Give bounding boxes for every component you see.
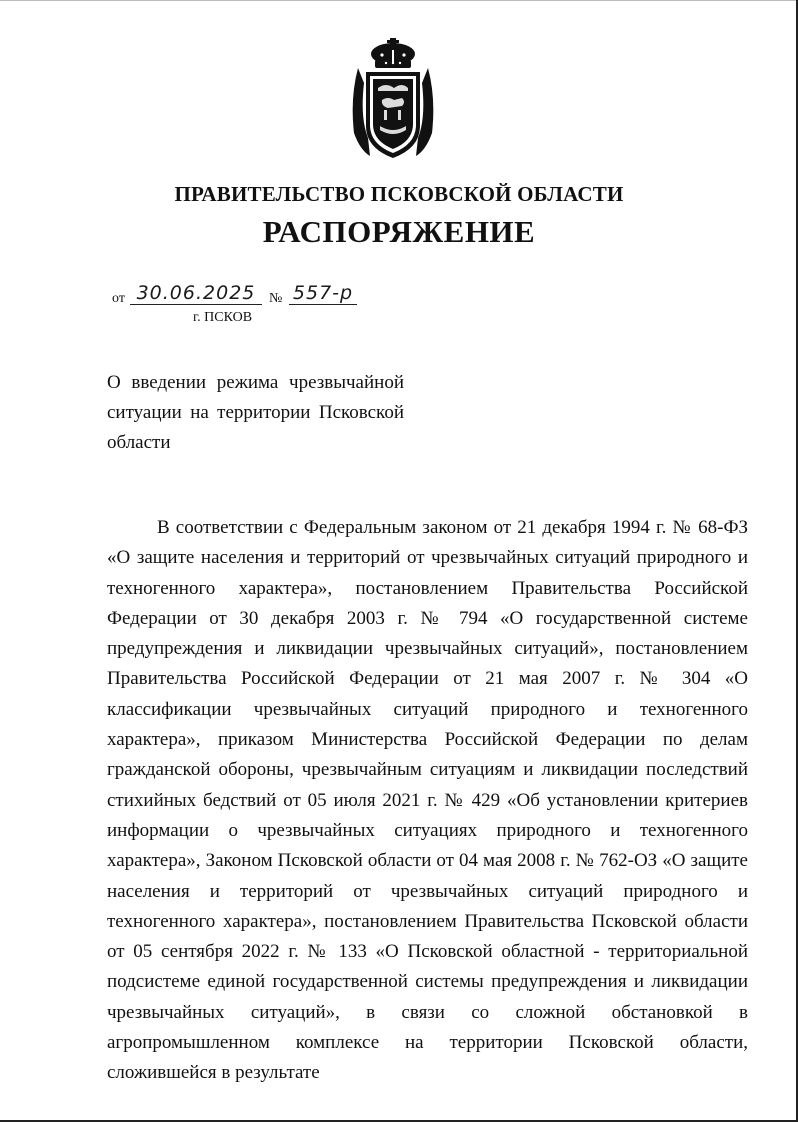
registration-line bbox=[112, 282, 412, 310]
handwritten-number: 557-р bbox=[289, 282, 357, 305]
city-label: г. ПСКОВ bbox=[193, 310, 253, 325]
pskov-coat-of-arms-emblem bbox=[348, 38, 438, 163]
document-subject: О введении режима чрезвычайной ситуации на территории Псковской области bbox=[107, 372, 404, 453]
date-prefix: от bbox=[112, 291, 125, 306]
number-prefix: № bbox=[269, 291, 283, 306]
body-paragraph: В соответствии с Федеральным законом от 21 декабря 1994 г. № 68-ФЗ «О защите населения и территорий от чрезвычайных ситуаций природного и техногенного характера», постановлением Правительства Российской Федерации от 30 декабря 2003 г. № 794 «О государственной системе предупреждения и ликвидации чрезвычайных ситуаций», постановлением Правительства Российской Федерации от 21 мая 2007 г. № 304 «О классификации чрезвычайных ситуаций природного и техногенного характера», приказом Министерства Российской Федерации по делам гражданской обороны, чрезвычайным ситуациям и ликвидации последствий стихийных бедствий от 05 июля 2021 г. № 429 «Об установлении критериев информации о чрезвычайных ситуациях природного и техногенного характера», Законом Псковской области от 04 мая 2008 г. № 762-ОЗ «О защите населения и территорий от чрезвычайных ситуаций природного и техногенного характера», постановлением Правительства Псковской области от 05 сентября 2022 г. № 133 «О Псковской областной - территориальной подсистеме единой государственной системы предупреждения и ликвидации чрезвычайных ситуаций», в связи со сложной обстановкой в агропромышленном комплексе на территории Псковской области, сложившейся в результате bbox=[107, 517, 748, 1084]
handwritten-date: 30.06.2025 bbox=[130, 282, 262, 305]
government-title: ПРАВИТЕЛЬСТВО ПСКОВСКОЙ ОБЛАСТИ bbox=[174, 182, 624, 206]
document-type-title: РАСПОРЯЖЕНИЕ bbox=[262, 214, 536, 249]
